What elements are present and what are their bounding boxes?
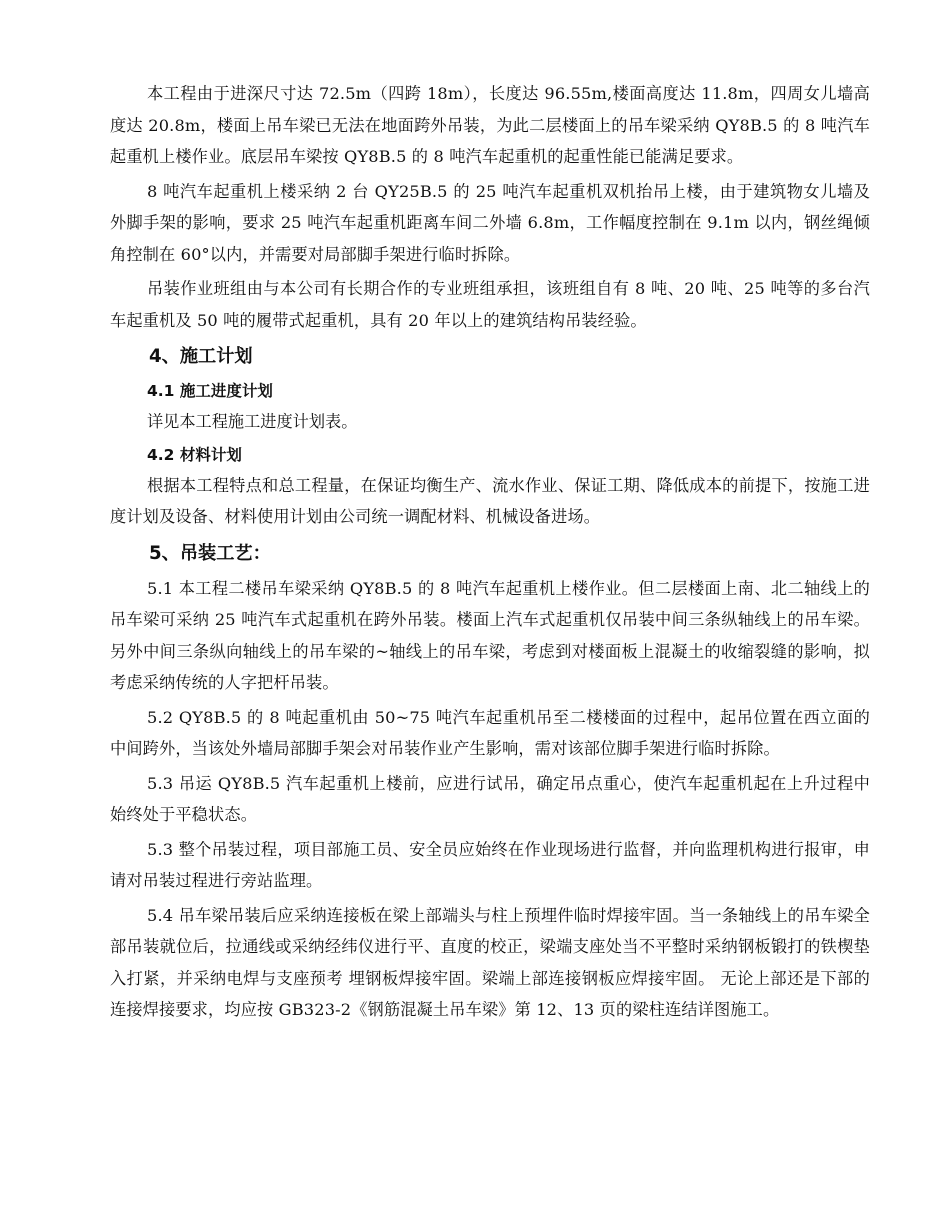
section-4-1-heading: 4.1 施工进度计划 bbox=[147, 382, 273, 400]
section-5-heading: 5、吊装工艺： bbox=[149, 542, 271, 564]
section-4-1-text: 详见本工程施工进度计划表。 bbox=[147, 412, 358, 431]
document-page bbox=[110, 78, 870, 1029]
intro-paragraph-2: 8 吨汽车起重机上楼采纳 2 台 QY25B.5 的 25 吨汽车起重机双机抬吊上楼，由于建筑物女儿墙及外脚手架的影响，要求 25 吨汽车起重机距离车间二外墙 6.8m，工作幅度控制在 9.1m 以内，钢丝绳倾角控制在 60°以内，并需要对局部脚手架进行临时拆除。 bbox=[110, 181, 870, 264]
section-4-2-text: 根据本工程特点和总工程量，在保证均衡生产、流水作业、保证工期、降低成本的前提下，按施工进度计划及设备、材料使用计划由公司统一调配材料、机械设备进场。 bbox=[110, 475, 870, 526]
section-4-2-heading: 4.2 材料计划 bbox=[147, 445, 242, 464]
section-5-item-4: 5.3 整个吊装过程，项目部施工员、安全员应始终在作业现场进行监督，并向监理机构进行报审，申请对吊装过程进行旁站监理。 bbox=[110, 839, 870, 890]
section-4-heading: 4、施工计划 bbox=[149, 346, 253, 367]
section-5-item-1: 5.1 本工程二楼吊车梁采纳 QY8B.5 的 8 吨汽车起重机上楼作业。但二层楼面上南、北二轴线上的吊车梁可采纳 25 吨汽车式起重机在跨外吊装。楼面上汽车式起重机仅吊装中间三条纵轴线上的吊车梁。另外中间三条纵向轴线上的吊车梁的~轴线上的吊车梁，考虑到对楼面板上混凝土的收缩裂缝的影响，拟考虑采纳传统的人字把杆吊装。 bbox=[110, 578, 870, 692]
section-5-item-5: 5.4 吊车梁吊装后应采纳连接板在梁上部端头与柱上预埋件临时焊接牢固。当一条轴线上的吊车梁全部吊装就位后，拉通线或采纳经纬仪进行平、直度的校正，梁端支座处当不平整时采纳钢板锻打的铁楔垫入打紧，并采纳电焊与支座预考 埋钢板焊接牢固。梁端上部连接钢板应焊接牢固。 无论上部还是下部的连接焊接要求，均应按 GB323-2《钢筋混凝土吊车梁》第 12、13 页的梁柱连结详图施工。 bbox=[110, 905, 870, 1019]
section-5-item-3: 5.3 吊运 QY8B.5 汽车起重机上楼前，应进行试吊，确定吊点重心，使汽车起重机起在上升过程中始终处于平稳状态。 bbox=[110, 773, 870, 824]
section-5-item-2: 5.2 QY8B.5 的 8 吨起重机由 50~75 吨汽车起重机吊至二楼楼面的过程中，起吊位置在西立面的中间跨外，当该处外墙局部脚手架会对吊装作业产生影响，需对该部位脚手架进行临时拆除。 bbox=[110, 707, 870, 758]
intro-paragraph-3: 吊装作业班组由与本公司有长期合作的专业班组承担，该班组自有 8 吨、20 吨、25 吨等的多台汽车起重机及 50 吨的履带式起重机，具有 20 年以上的建筑结构吊装经验。 bbox=[110, 279, 870, 330]
intro-paragraph-1: 本工程由于进深尺寸达 72.5m（四跨 18m），长度达 96.55m,楼面高度达 11.8m，四周女儿墙高度达 20.8m，楼面上吊车梁已无法在地面跨外吊装，为此二层楼面上的吊车梁采纳 QY8B.5 的 8 吨汽车起重机上楼作业。底层吊车梁按 QY8B.5 的 8 吨汽车起重机的起重性能已能满足要求。 bbox=[110, 84, 870, 166]
